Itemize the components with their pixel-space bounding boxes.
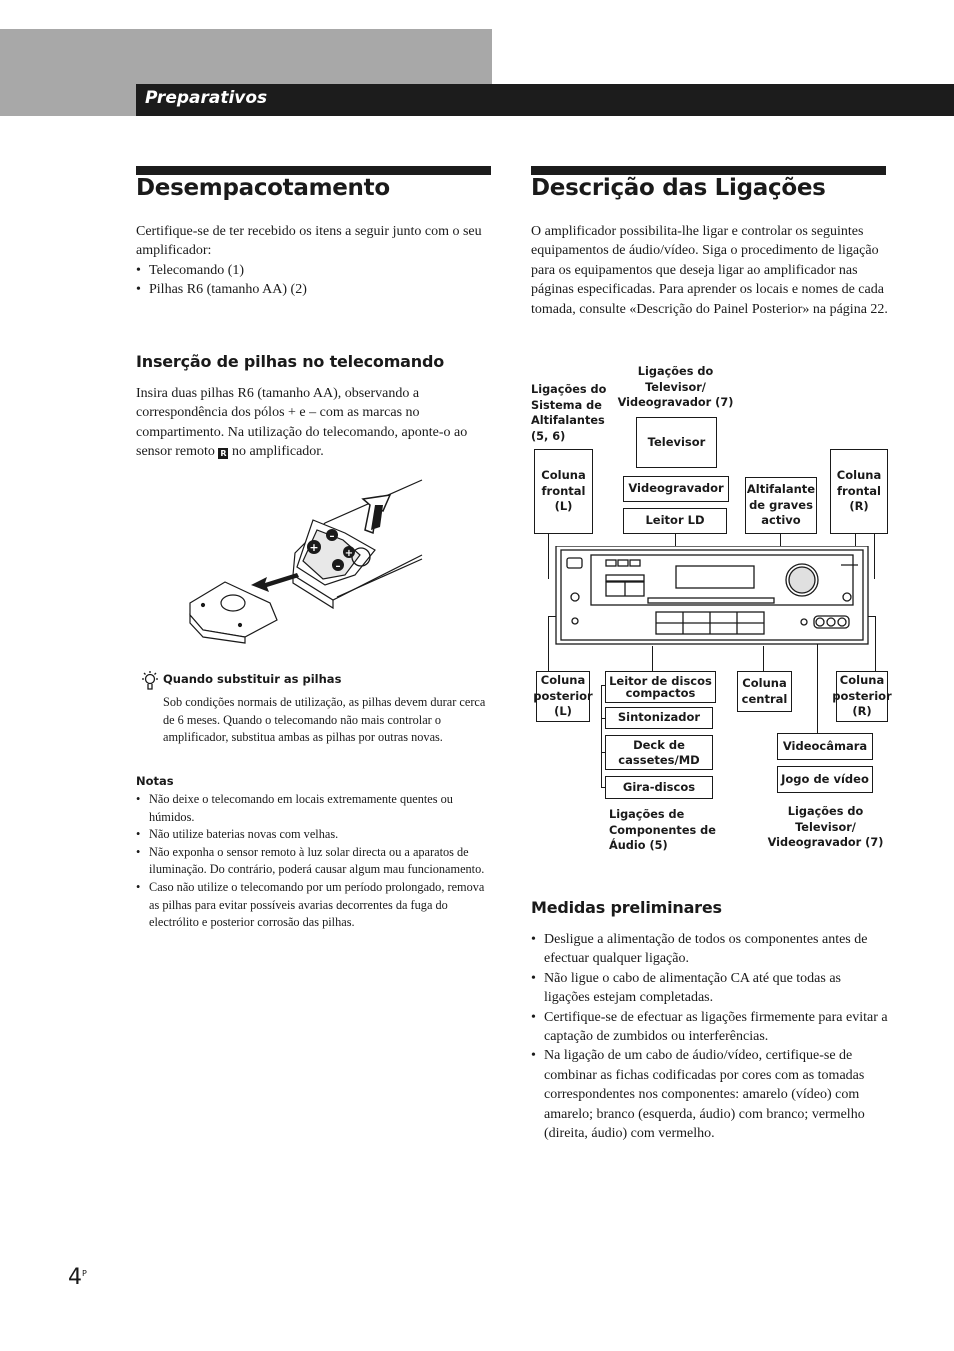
battery-instructions bbox=[136, 384, 494, 462]
box-front-r: Coluna frontal (R) bbox=[830, 449, 888, 534]
box-tuner: Sintonizador bbox=[605, 707, 713, 729]
left-title-rule bbox=[136, 166, 491, 175]
box-center: Coluna central bbox=[737, 671, 792, 712]
svg-text:+: + bbox=[344, 548, 354, 559]
tip-text: Sob condições normais de utilização, as pilhas devem durar cerca de 6 meses. Quando o telecomando não mais controlar o amplificador, substitua ambas as pilhas por outras novas. bbox=[163, 695, 486, 745]
notes-title: Notas bbox=[136, 774, 174, 788]
box-subwoofer: Altifalante de graves activo bbox=[745, 477, 817, 534]
box-tape: Deck de cassetes/MD bbox=[605, 735, 713, 770]
list-item: • Telecomando (1) bbox=[136, 261, 496, 280]
box-rear-l: Coluna posterior (L) bbox=[536, 671, 590, 722]
list-item: • Caso não utilize o telecomando por um período prolongado, remova as pilhas para evitar possíveis avarias decorrentes da fuga do electrólito e posterior corrosão das pilhas. bbox=[136, 879, 494, 932]
list-item: • Não utilize baterias novas com velhas. bbox=[136, 826, 494, 844]
box-cd: Leitor de discos compactos bbox=[605, 671, 716, 703]
right-title-rule bbox=[531, 166, 886, 175]
preliminary-subtitle: Medidas preliminares bbox=[531, 898, 722, 917]
connections-intro: O amplificador possibilita-lhe ligar e controlar os seguintes equipamentos de áudio/vídeo. Siga o procedimento de ligação para os equipamentos que deseja ligar ao amplificador nas páginas especificadas. Para aprender os locais e nomes de cada tomada, consulte «Descrição do Painel Posterior» na página 22. bbox=[531, 224, 888, 317]
list-item: • Pilhas R6 (tamanho AA) (2) bbox=[136, 280, 496, 299]
box-front-l: Coluna frontal (L) bbox=[534, 449, 593, 534]
page-number-value: 4 bbox=[68, 1265, 82, 1290]
right-title: Descrição das Ligações bbox=[531, 175, 826, 201]
list-item: • Certifique-se de efectuar as ligações firmemente para evitar a captação de zumbidos ou interferências. bbox=[531, 1008, 889, 1047]
page-number bbox=[68, 1265, 87, 1290]
label-tv-connections-top: Ligações do Televisor/ Videogravador (7) bbox=[617, 365, 734, 410]
list-item: • Não deixe o telecomando em locais extremamente quentes ou húmidos. bbox=[136, 791, 494, 826]
preliminary-list bbox=[531, 930, 889, 1143]
label-audio-connections: Ligações de Componentes de Áudio (5) bbox=[609, 808, 716, 853]
tip-title: Quando substituir as pilhas bbox=[163, 672, 342, 686]
battery-text-1: Insira duas pilhas R6 (tamanho AA), observando a correspondência dos pólos + e – com as marcas no compartimento. Na utilização do telecomando, aponte-o ao sensor remoto bbox=[136, 386, 468, 460]
left-title: Desempacotamento bbox=[136, 175, 390, 201]
list-item: • Não exponha o sensor remoto à luz solar directa ou a aparatos de iluminação. Do contrário, poderá causar algum mau funcionamento. bbox=[136, 844, 494, 879]
section-title: Preparativos bbox=[145, 88, 268, 108]
unpacking-intro: Certifique-se de ter recebido os itens a seguir junto com o seu amplificador: bbox=[136, 224, 482, 259]
lightbulb-icon bbox=[140, 670, 160, 692]
box-videogravador: Videogravador bbox=[623, 476, 729, 502]
list-item: • Não ligue o cabo de alimentação CA até que todas as ligações estejam completadas. bbox=[531, 969, 889, 1008]
unpacking-list bbox=[136, 261, 496, 300]
page-number-suffix: P bbox=[82, 1269, 87, 1278]
svg-text:+: + bbox=[309, 541, 319, 554]
remote-sensor-symbol: R bbox=[220, 449, 227, 459]
battery-text-2: no amplificador. bbox=[231, 444, 324, 460]
svg-text:–: – bbox=[335, 561, 341, 572]
amplifier-illustration bbox=[548, 546, 875, 646]
list-item: • Desligue a alimentação de todos os componentes antes de efectuar qualquer ligação. bbox=[531, 930, 889, 969]
unpacking-block bbox=[136, 222, 496, 300]
battery-subtitle: Inserção de pilhas no telecomando bbox=[136, 352, 445, 371]
box-game: Jogo de vídeo bbox=[777, 766, 873, 793]
box-turntable: Gira-discos bbox=[605, 776, 713, 799]
box-leitor-ld: Leitor LD bbox=[623, 508, 727, 534]
box-rear-r: Coluna posterior (R) bbox=[836, 671, 888, 722]
box-televisor: Televisor bbox=[636, 417, 717, 468]
list-item: • Na ligação de um cabo de áudio/vídeo, certifique-se de combinar as fichas codificadas por cores com as tomadas correspondentes nos componentes: amarelo (vídeo) com amarelo; branco (esquerda, áudio) com branco; vermelho (direita, áudio) com vermelho. bbox=[531, 1046, 889, 1143]
arrow-icon bbox=[251, 573, 299, 592]
remote-battery-illustration bbox=[185, 475, 435, 650]
notes-list bbox=[136, 791, 494, 932]
label-tv-connections-bottom: Ligações do Televisor/ Videogravador (7) bbox=[767, 805, 884, 850]
box-camcorder: Videocâmara bbox=[777, 733, 873, 760]
connections-diagram bbox=[525, 360, 905, 860]
label-speaker-connections: Ligações do Sistema de Altifalantes (5, 6) bbox=[531, 383, 607, 443]
svg-text:–: – bbox=[329, 531, 335, 542]
